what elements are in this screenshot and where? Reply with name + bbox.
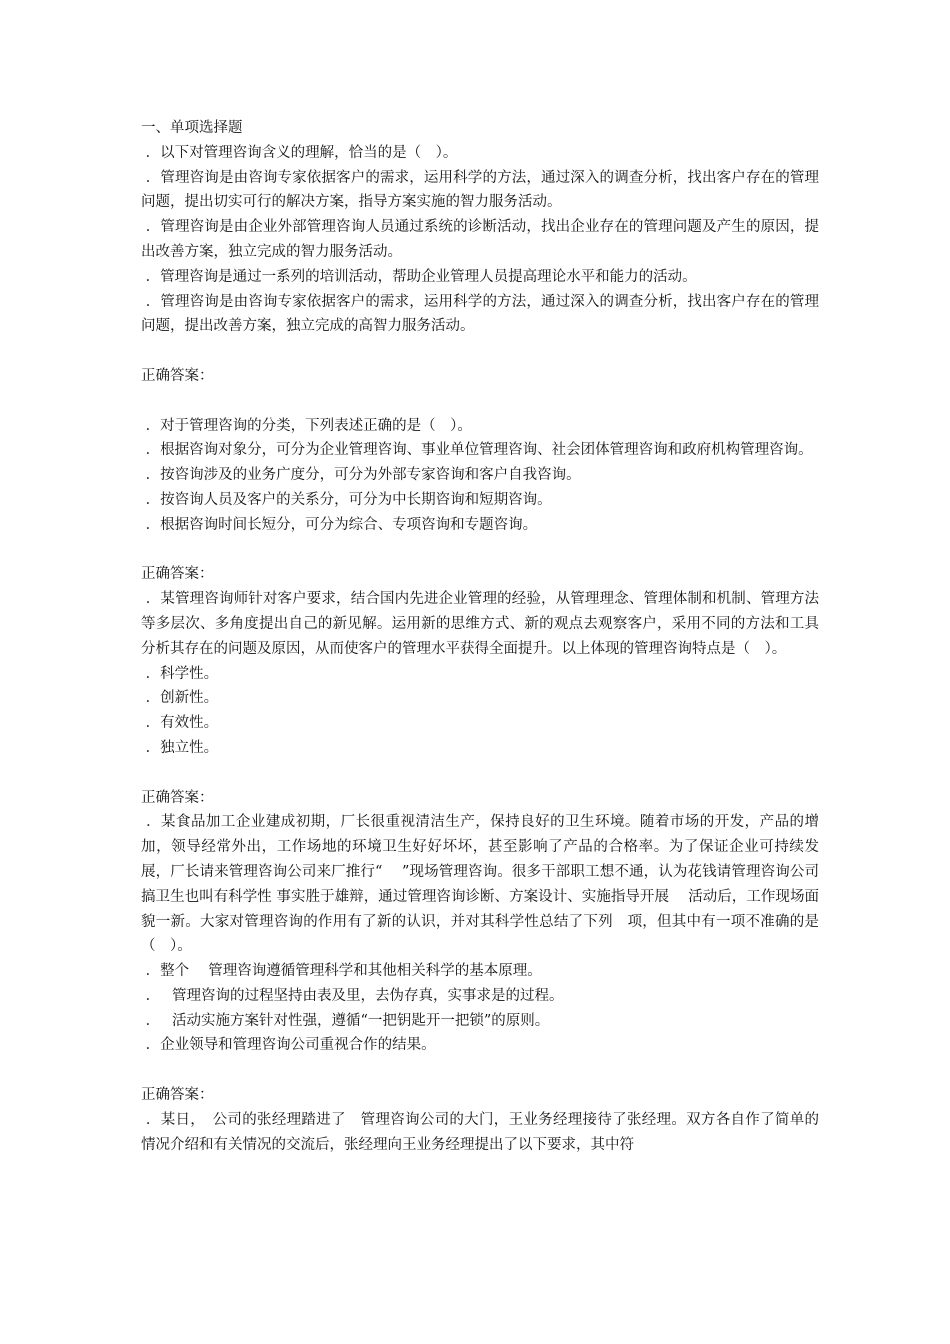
question-1-option-b: ．管理咨询是由企业外部管理咨询人员通过系统的诊断活动，找出企业存在的管理问题及产生的原因，提出改善方案，独立完成的智力服务活动。 xyxy=(141,219,819,260)
answer-label-3: 正确答案： xyxy=(141,789,214,806)
question-3-option-d: ．独立性。 xyxy=(141,739,219,756)
answer-label-2: 正确答案： xyxy=(141,566,214,583)
spacer xyxy=(141,761,819,786)
document-page xyxy=(141,116,819,1157)
question-4-option-c: ． 活动实施方案针对性强，遵循“一把钥匙开一把锁”的原则。 xyxy=(141,1012,550,1029)
answer-label-4: 正确答案： xyxy=(141,1087,214,1104)
spacer xyxy=(141,389,819,414)
question-3-option-c: ．有效性。 xyxy=(141,715,219,732)
question-1-stem: ．以下对管理咨询含义的理解，恰当的是（ ）。 xyxy=(141,144,458,161)
question-5-stem: ．某日， 公司的张经理踏进了 管理咨询公司的大门，王业务经理接待了张经理。双方各自作了简单的情况介绍和有关情况的交流后，张经理向王业务经理提出了以下要求，其中符 xyxy=(141,1111,819,1153)
question-1-option-c: ．管理咨询是通过一系列的培训活动，帮助企业管理人员提高理论水平和能力的活动。 xyxy=(141,268,697,285)
question-2-option-d: ．根据咨询时间长短分，可分为综合、专项咨询和专题咨询。 xyxy=(141,516,538,533)
spacer xyxy=(141,538,819,563)
question-2-stem: ．对于管理咨询的分类，下列表述正确的是（ ）。 xyxy=(141,417,472,434)
spacer xyxy=(141,1058,819,1083)
answer-label-1: 正确答案： xyxy=(141,367,214,384)
question-4-option-d: ．企业领导和管理咨询公司重视合作的结果。 xyxy=(141,1037,436,1054)
question-4-option-a: ．整个 管理咨询遵循管理科学和其他相关科学的基本原理。 xyxy=(141,963,542,980)
question-3-option-a: ．科学性。 xyxy=(141,665,219,682)
section-title: 一、单项选择题 xyxy=(141,120,243,136)
question-3-option-b: ．创新性。 xyxy=(141,690,219,707)
question-2-option-a: ．根据咨询对象分，可分为企业管理咨询、事业单位管理咨询、社会团体管理咨询和政府机构管理咨询。 xyxy=(141,442,813,459)
question-1-option-d: ．管理咨询是由咨询专家依据客户的需求，运用科学的方法，通过深入的调查分析，找出客户存在的管理问题，提出改善方案，独立完成的高智力服务活动。 xyxy=(141,293,819,335)
question-4-stem: ．某食品加工企业建成初期，厂长很重视清洁生产，保持良好的卫生环境。随着市场的开发，产品的增加，领导经常外出，工作场地的环境卫生好好坏坏，甚至影响了产品的合格率。为了保证企业可持续发展，厂长请来管理咨询公司来厂推行“ ”现场管理咨询。很多干部职工想不通，认为花钱请管理咨询公司搞卫生也叫有科学性 事实胜于雄辩，通过管理咨询诊断、方案设计、实施指导开展 活动后，工作现场面貌一新。大家对管理咨询的作用有了新的认识，并对其科学性总结了下列 项，但其中有一项不准确的是（ ）。 xyxy=(141,814,820,955)
question-2-option-b: ．按咨询涉及的业务广度分，可分为外部专家咨询和客户自我咨询。 xyxy=(141,467,581,484)
question-2-option-c: ．按咨询人员及客户的关系分，可分为中长期咨询和短期咨询。 xyxy=(141,491,552,508)
question-3-stem: ．某管理咨询师针对客户要求，结合国内先进企业管理的经验，从管理理念、管理体制和机制、管理方法等多层次、多角度提出自己的新见解。运用新的思维方式、新的观点去观察客户，采用不同的方法和工具分析其存在的问题及原因，从而使客户的管理水平获得全面提升。以上体现的管理咨询特点是（ ）。 xyxy=(141,591,819,657)
question-1-option-a: ．管理咨询是由咨询专家依据客户的需求，运用科学的方法，通过深入的调查分析，找出客户存在的管理问题，提出切实可行的解决方案，指导方案实施的智力服务活动。 xyxy=(141,169,819,211)
spacer xyxy=(141,339,819,364)
question-4-option-b: ． 管理咨询的过程坚持由表及里，去伪存真，实事求是的过程。 xyxy=(141,987,564,1004)
